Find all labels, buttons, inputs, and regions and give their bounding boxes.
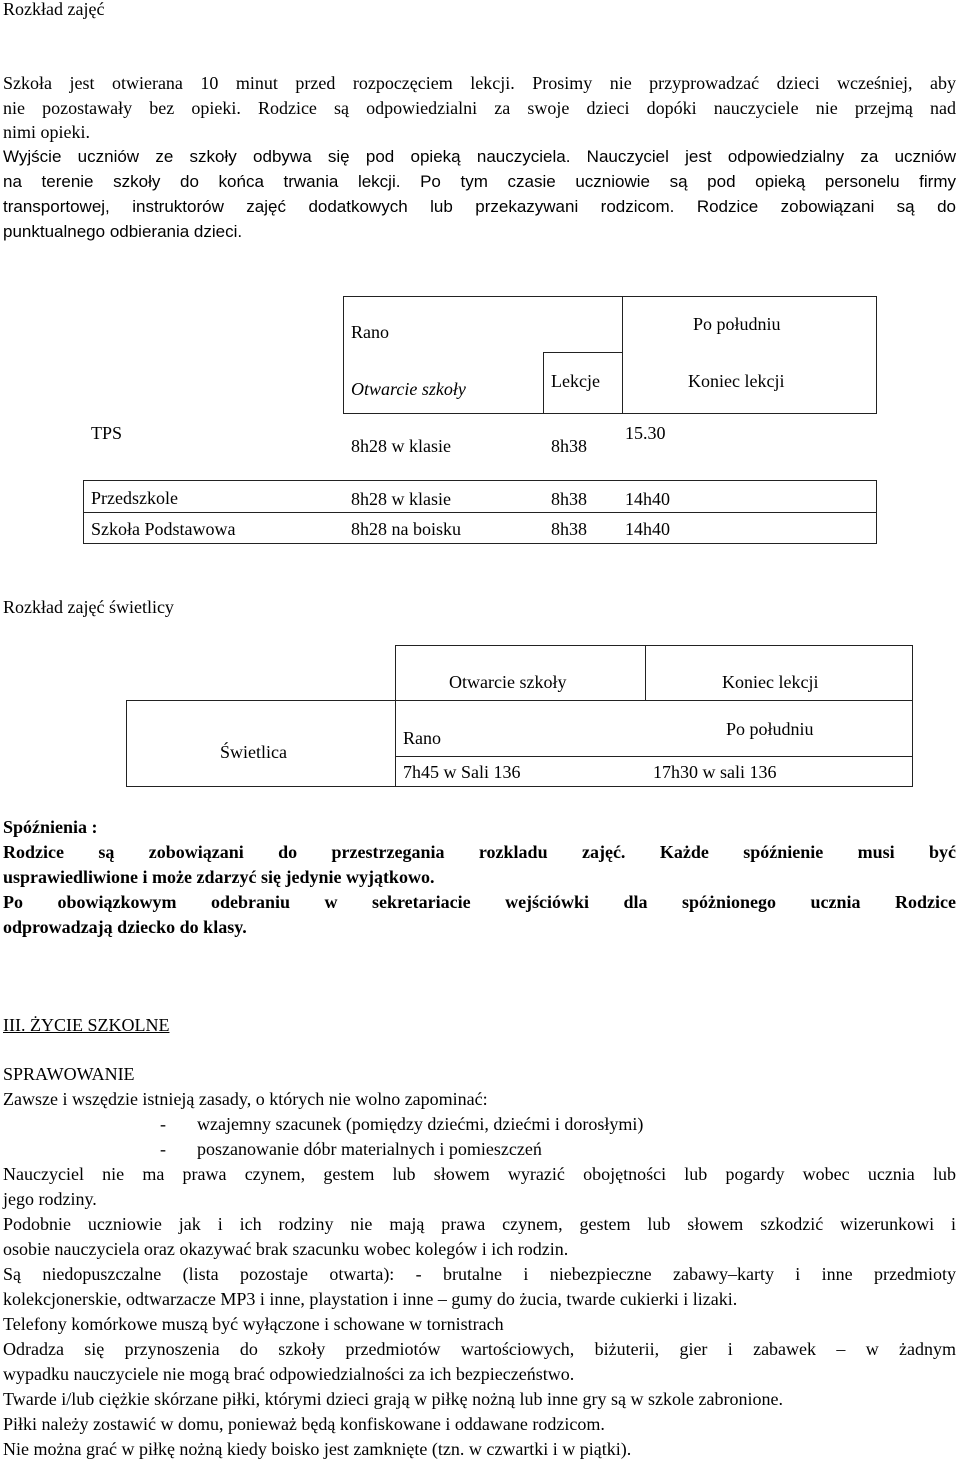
late-line: usprawiedliwione i może zdarzyć się jedynie wyjątkowo.	[3, 867, 435, 887]
row-lessons: 8h38	[551, 489, 587, 509]
row-lessons: 8h38	[551, 519, 587, 539]
section-line: osobie nauczyciela oraz okazywać brak szacunku wobec kolegów i ich rodzin.	[3, 1239, 569, 1259]
section-line: Zawsze i wszędzie istnieją zasady, o których nie wolno zapominać:	[3, 1089, 488, 1109]
sw-po-poludniu: Po południu	[726, 719, 814, 739]
section-subheading: SPRAWOWANIE	[3, 1064, 135, 1084]
late-line: Po obowiązkowym odebraniu w sekretariacie wejściówki dla spóżnionego ucznia Rodzice	[3, 892, 956, 912]
intro-line: na terenie szkoły do końca trwania lekcji. Po tym czasie uczniowie są pod opieką personelu firmy	[3, 172, 956, 191]
section-line: Twarde i/lub ciężkie skórzane piłki, którymi dzieci grają w piłkę nożną lub inne gry są w szkole zabronione.	[3, 1389, 783, 1409]
page-title: Rozkład zajęć	[3, 0, 105, 19]
row-open: 8h28 w klasie	[351, 436, 451, 456]
late-line: Rodzice są zobowiązani do przestrzegania rozkladu zajęć. Każde spóźnienie musi być	[3, 842, 956, 862]
intro-line: nie pozostawały bez opieki. Rodzice są odpowiedzialni za swoje dzieci dopóki nauczyciele nie przejmą nad	[3, 98, 956, 118]
bullet-item: poszanowanie dóbr materialnych i pomieszczeń	[197, 1139, 542, 1159]
row-open: 8h28 na boisku	[351, 519, 461, 539]
section-line: wypadku nauczyciele nie mogą brać odpowiedzialności za ich bezpieczeństwo.	[3, 1364, 575, 1384]
intro-line: Wyjście uczniów ze szkoły odbywa się pod opieką nauczyciela. Nauczyciel jest odpowiedzialny za uczniów	[3, 147, 956, 166]
late-heading: Spóźnienia :	[3, 817, 98, 837]
section-line: Nie można grać w piłkę nożną kiedy boisko jest zamknięte (tzn. w czwartki i w piątki).	[3, 1439, 632, 1459]
section-line: Są niedopuszczalne (lista pozostaje otwarta): - brutalne i niebezpieczne zabawy–karty i inne przedmioty	[3, 1264, 956, 1284]
row-open: 8h28 w klasie	[351, 489, 451, 509]
intro-line: nimi opieki.	[3, 122, 90, 142]
header-lekcje: Lekcje	[551, 371, 600, 391]
header-koniec: Koniec lekcji	[688, 371, 785, 391]
row-lessons: 8h38	[551, 436, 587, 456]
header-po-poludniu: Po południu	[693, 314, 781, 334]
section-line: Nauczyciel nie ma prawa czynem, gestem lub słowem wyrazić obojętności lub pogardy wobec ucznia lub	[3, 1164, 956, 1184]
section-line: Telefony komórkowe muszą być wyłączone i schowane w tornistrach	[3, 1314, 504, 1334]
sw-end: 17h30 w sali 136	[653, 762, 777, 782]
swietlica-heading: Rozkład zajęć świetlicy	[3, 597, 174, 617]
row-name: Przedszkole	[91, 488, 178, 508]
section-line: Piłki należy zostawić w domu, ponieważ będą konfiskowane i oddawane rodzicom.	[3, 1414, 605, 1434]
sw-header-otwarcie: Otwarcie szkoły	[449, 672, 567, 692]
bullet-dash: -	[160, 1139, 166, 1159]
row-name: TPS	[91, 423, 123, 443]
late-line: odprowadzają dziecko do klasy.	[3, 917, 247, 937]
sw-rano: Rano	[403, 728, 441, 748]
section-line: kolekcjonerskie, odtwarzacze MP3 i inne, playstation i inne – gumy do żucia, twarde cukierki i lizaki.	[3, 1289, 738, 1309]
bullet-dash: -	[160, 1114, 166, 1134]
intro-line: Szkoła jest otwierana 10 minut przed rozpoczęciem lekcji. Prosimy nie przyprowadzać dzieci wcześniej, aby	[3, 73, 956, 93]
header-otwarcie: Otwarcie szkoły	[351, 379, 466, 399]
intro-line: transportowej, instruktorów zajęć dodatkowych lub przekazywani rodzicom. Rodzice zobowiązani są do	[3, 197, 956, 216]
row-end: 15.30	[625, 423, 666, 443]
bullet-item: wzajemny szacunek (pomiędzy dziećmi, dziećmi i dorosłymi)	[197, 1114, 644, 1134]
row-name: Szkoła Podstawowa	[91, 519, 236, 539]
sw-label: Świetlica	[220, 742, 287, 762]
header-rano: Rano	[351, 322, 389, 342]
sw-header-koniec: Koniec lekcji	[722, 672, 819, 692]
intro-line: punktualnego odbierania dzieci.	[3, 222, 243, 241]
sw-open: 7h45 w Sali 136	[403, 762, 521, 782]
row-end: 14h40	[625, 489, 670, 509]
section-line: Podobnie uczniowie jak i ich rodziny nie mają prawa czynem, gestem lub słowem szkodzić wizerunkowi i	[3, 1214, 956, 1234]
row-end: 14h40	[625, 519, 670, 539]
section-line: Odradza się przynoszenia do szkoły przedmiotów wartościowych, biżuterii, gier i zabawek – w żadnym	[3, 1339, 956, 1359]
section-line: jego rodziny.	[3, 1189, 97, 1209]
section-heading: III. ŻYCIE SZKOLNE	[3, 1015, 170, 1035]
